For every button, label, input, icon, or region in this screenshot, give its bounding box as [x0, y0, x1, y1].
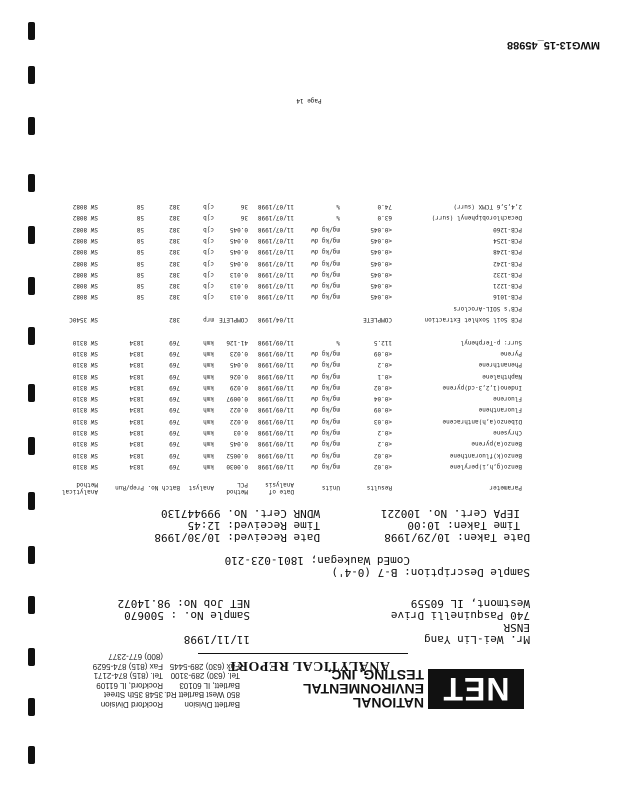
table-cell: %	[336, 214, 340, 222]
table-cell: SW 8310	[72, 463, 98, 470]
table-row	[0, 425, 618, 436]
table-cell: SW 8310	[72, 451, 98, 459]
table-cell: 11/09/1998	[257, 383, 294, 391]
table-cell: 1834	[129, 406, 144, 414]
col-date: Date of Analysis	[265, 481, 294, 495]
table-cell: 0.022	[229, 417, 248, 425]
table-cell: SW 8082	[72, 214, 98, 222]
table-cell: SW 8310	[72, 406, 98, 414]
address-line: Fax (630) 289-5445	[169, 662, 240, 671]
table-cell: <0.04	[373, 395, 392, 403]
table-cell: 58	[136, 237, 144, 244]
table-cell: 11/09/1998	[257, 395, 294, 403]
table-cell: <0.02	[373, 463, 392, 470]
time-taken: Time Taken: 10:00	[407, 519, 520, 532]
table-cell: 0.029	[229, 383, 248, 391]
punch-mark	[28, 22, 35, 40]
table-cell: cjb	[203, 270, 214, 278]
table-cell: %	[336, 338, 340, 346]
table-cell: 769	[169, 350, 180, 357]
table-cell: 58	[136, 293, 144, 301]
table-cell: Decachlorobiphenyl (surr)	[431, 214, 522, 222]
table-cell: Fluoranthene	[478, 406, 522, 414]
table-cell: SW 8310	[72, 395, 98, 403]
table-cell: PCB Soil Soxhlet Extraction	[424, 316, 522, 324]
table-cell: 11/09/1998	[257, 440, 294, 448]
table-cell: kmh	[203, 440, 214, 448]
col-batch: Batch No.	[147, 484, 180, 491]
table-cell: 382	[169, 282, 180, 290]
document-id: MWG13-15_45988	[507, 39, 600, 51]
addressee-block	[391, 597, 530, 645]
table-cell: 11/09/1998	[257, 372, 294, 380]
table-cell: Chrysene	[493, 429, 522, 437]
table-cell: 36	[240, 203, 248, 211]
table-cell: 0.026	[229, 372, 248, 380]
company-line: NATIONAL	[352, 695, 424, 711]
col-units: Units	[321, 484, 340, 491]
sample-description: Sample Description: B-7 (0-4')	[331, 566, 530, 579]
table-cell: <0.045	[370, 270, 392, 278]
table-row	[0, 459, 618, 470]
table-cell: Benzo(a)pyrene	[471, 440, 522, 448]
address-line: Tel. (815) 874-2171	[93, 671, 163, 681]
table-cell: 11/09/1998	[257, 451, 294, 459]
table-cell: mg/kg dw	[311, 440, 340, 448]
table-cell: 11/07/1998	[257, 282, 294, 290]
table-cell: 1834	[129, 372, 144, 380]
col-parameter: Parameter	[489, 484, 522, 491]
table-cell: SW 8082	[72, 248, 98, 256]
table-row	[0, 210, 618, 221]
table-cell: 11/07/1998	[257, 293, 294, 301]
table-cell: 382	[169, 270, 180, 278]
table-cell: 58	[136, 203, 144, 211]
table-cell: Benzo(g,h,i)perylene	[449, 463, 522, 470]
addressee-city: Westmont, IL 60559	[410, 597, 530, 610]
table-cell: <0.045	[370, 293, 392, 301]
address-line: Fax (815) 874-5629	[92, 662, 163, 671]
table-cell: mrp	[203, 316, 214, 324]
logo-text: NET	[442, 671, 510, 707]
table-cell: <0.09	[373, 350, 392, 357]
table-cell: cjb	[203, 248, 214, 256]
title-underline	[198, 653, 408, 654]
table-cell: 112.5	[373, 338, 392, 346]
table-cell: 382	[169, 203, 180, 211]
time-received: Time Received: 12:45	[187, 519, 320, 532]
table-cell: <0.045	[370, 237, 392, 244]
table-cell: 63.0	[377, 214, 392, 222]
table-cell: SW 8310	[72, 350, 98, 357]
table-cell: Phenanthrene	[478, 361, 522, 369]
table-cell: kmh	[203, 406, 214, 414]
table-cell: 58	[136, 282, 144, 290]
table-cell: 36	[240, 214, 248, 222]
addressee-name: Mr. Wei-Lin Yang	[424, 633, 530, 646]
table-cell: <0.045	[370, 282, 392, 290]
table-row	[0, 414, 618, 425]
col-results: Results	[366, 484, 392, 491]
table-cell: 0.0030	[226, 463, 248, 470]
date-received: Date Received: 10/30/1998	[154, 531, 320, 544]
table-cell: Surr: p-Terphenyl	[460, 338, 522, 346]
table-cell: 0.045	[229, 361, 248, 369]
table-cell: 74.0	[377, 203, 392, 211]
table-cell: 0.045	[229, 440, 248, 448]
table-cell: SW 8310	[72, 440, 98, 448]
table-cell: 0.013	[229, 270, 248, 278]
table-row	[0, 403, 618, 414]
table-cell: SW 8082	[72, 270, 98, 278]
iepa-cert: IEPA Cert. No. 100221	[380, 507, 520, 520]
table-cell: 11/09/1998	[257, 463, 294, 470]
table-row	[0, 391, 618, 402]
punch-mark	[28, 117, 35, 135]
table-cell: 11/09/1998	[257, 350, 294, 357]
table-cell: 0.045	[229, 237, 248, 244]
table-cell: kmh	[203, 338, 214, 346]
table-cell: 11/07/1998	[257, 214, 294, 222]
table-cell: kmh	[203, 361, 214, 369]
table-cell: 382	[169, 259, 180, 267]
table-cell: 58	[136, 248, 144, 256]
table-cell: mg/kg dw	[311, 293, 340, 301]
table-cell: kmh	[203, 429, 214, 437]
report-date: 11/11/1998	[183, 633, 250, 646]
company-line: ENVIRONMENTAL	[302, 681, 424, 697]
table-row	[0, 380, 618, 391]
table-cell: 2,4,5,6 TCMX (surr)	[453, 203, 522, 211]
table-cell: 382	[169, 237, 180, 244]
table-cell: 58	[136, 214, 144, 222]
table-cell: SW 8082	[72, 225, 98, 233]
table-cell: mg/kg dw	[311, 417, 340, 425]
table-cell: kmh	[203, 383, 214, 391]
table-row	[0, 357, 618, 368]
table-cell: 11/07/1998	[257, 237, 294, 244]
table-row	[0, 222, 618, 233]
table-cell: 0.013	[229, 282, 248, 290]
table-cell: SW 3540C	[69, 316, 98, 324]
job-number: NET Job No: 98.14072	[117, 597, 250, 610]
table-row	[0, 301, 618, 312]
table-cell: kmh	[203, 350, 214, 357]
table-cell: Benzo(k)fluoranthene	[449, 451, 522, 459]
table-cell: 1834	[129, 383, 144, 391]
table-cell: mg/kg dw	[311, 259, 340, 267]
punch-mark	[28, 546, 35, 564]
table-cell: 11/09/1998	[257, 429, 294, 437]
table-cell: 0.045	[229, 259, 248, 267]
table-cell: 11/07/1998	[257, 270, 294, 278]
col-analyst: Analyst	[188, 484, 214, 491]
table-cell: 382	[169, 225, 180, 233]
table-cell: mg/kg dw	[311, 350, 340, 357]
table-cell: 769	[169, 440, 180, 448]
table-row	[0, 256, 618, 267]
col-prep-run: Prep/Run	[115, 484, 144, 491]
table-cell: 1834	[129, 361, 144, 369]
table-cell: mg/kg dw	[311, 395, 340, 403]
table-cell: mg/kg dw	[311, 248, 340, 256]
sample-number: Sample No. : 500670	[124, 609, 250, 622]
table-cell: 1834	[129, 440, 144, 448]
table-cell: mg/kg dw	[311, 225, 340, 233]
table-cell: Dibenzo(a,h)anthracene	[442, 417, 522, 425]
table-cell: 1834	[129, 350, 144, 357]
address-line: Bartlett, IL 60103	[179, 681, 240, 690]
table-cell: SW 8082	[72, 237, 98, 244]
table-cell: PCB-1016	[493, 293, 522, 301]
table-cell: SW 8310	[72, 372, 98, 380]
table-cell: cjb	[203, 293, 214, 301]
table-row	[0, 335, 618, 346]
table-cell: 382	[169, 214, 180, 222]
table-cell: kmh	[203, 463, 214, 470]
table-cell: 0.03	[233, 429, 248, 437]
table-cell: PCB-1221	[493, 282, 522, 290]
table-cell: 0.045	[229, 225, 248, 233]
table-cell: mg/kg dw	[311, 463, 340, 470]
table-cell: 0.022	[229, 406, 248, 414]
address-line: Bartlett Division	[184, 700, 240, 709]
table-cell: SW 8082	[72, 203, 98, 211]
table-cell: 11/09/1998	[257, 406, 294, 414]
table-row	[0, 233, 618, 244]
table-cell: 11/07/1998	[257, 248, 294, 256]
table-cell: cjb	[203, 282, 214, 290]
date-taken: Date Taken: 10/29/1998	[384, 531, 530, 544]
address-line: Rockford, IL 61109	[96, 681, 163, 690]
table-row	[0, 267, 618, 278]
table-cell: mg/kg dw	[311, 429, 340, 437]
table-cell: mg/kg dw	[311, 361, 340, 369]
table-row	[0, 199, 618, 210]
table-cell: 769	[169, 451, 180, 459]
table-cell: mg/kg dw	[311, 237, 340, 244]
table-cell: 0.0052	[226, 451, 248, 459]
address-line: 850 West Bartlett Rd.	[164, 690, 240, 700]
table-cell: 11/09/1998	[257, 361, 294, 369]
table-cell: cjb	[203, 203, 214, 211]
table-cell: 58	[136, 270, 144, 278]
punch-mark	[28, 174, 35, 192]
company-line: TESTING, INC.	[327, 667, 424, 683]
table-cell: Naphthalene	[482, 372, 522, 380]
address-line: Tel. (630) 289-3100	[170, 671, 240, 681]
table-cell: 11/09/1998	[257, 417, 294, 425]
table-cell: SW 8082	[72, 282, 98, 290]
table-cell: 0.023	[229, 350, 248, 357]
punch-mark	[28, 698, 35, 716]
table-cell: Fluorene	[493, 395, 522, 403]
table-cell: Indeno(1,2,3-cd)pyrene	[442, 383, 522, 391]
table-cell: 58	[136, 225, 144, 233]
table-cell: 11/07/1998	[257, 259, 294, 267]
table-cell: 0.045	[229, 248, 248, 256]
addressee-company: ENSR	[503, 621, 530, 634]
table-cell: <0.09	[373, 406, 392, 414]
table-cell: 382	[169, 293, 180, 301]
table-row	[0, 436, 618, 447]
table-cell: 0.0097	[226, 395, 248, 403]
punch-mark	[28, 66, 35, 84]
table-cell: PCB-1248	[493, 248, 522, 256]
table-cell: <0.02	[373, 383, 392, 391]
table-cell: mg/kg dw	[311, 406, 340, 414]
table-cell: 58	[136, 259, 144, 267]
table-cell: COMPLETE	[363, 316, 392, 324]
table-cell: mg/kg dw	[311, 282, 340, 290]
table-cell: 769	[169, 383, 180, 391]
table-cell: PCB-1232	[493, 270, 522, 278]
table-cell: 769	[169, 406, 180, 414]
table-cell: %	[336, 203, 340, 211]
table-cell: <0.045	[370, 225, 392, 233]
table-cell: 769	[169, 417, 180, 425]
table-cell: SW 8310	[72, 338, 98, 346]
table-cell: 41-126	[226, 338, 248, 346]
table-cell: Pyrene	[500, 350, 522, 357]
punch-mark	[28, 746, 35, 764]
report-title: ANALYTICAL REPORT	[228, 658, 390, 673]
addressee-street: 740 Pasquinelli Drive	[390, 609, 530, 622]
col-method-pcl: Method PCL	[226, 481, 248, 495]
table-cell: SW 8082	[72, 293, 98, 301]
table-cell: mg/kg dw	[311, 270, 340, 278]
table-cell: cjb	[203, 259, 214, 267]
table-cell: 769	[169, 463, 180, 470]
table-cell: 1834	[129, 338, 144, 346]
table-cell: <0.1	[377, 372, 392, 380]
company-logo	[428, 669, 524, 709]
table-cell: <0.2	[377, 429, 392, 437]
table-cell: 769	[169, 361, 180, 369]
address-line: 3548 35th Street	[103, 690, 163, 700]
table-cell: SW 8310	[72, 361, 98, 369]
table-cell: PCB-1254	[493, 237, 522, 244]
table-cell: PCB-1242	[493, 259, 522, 267]
table-cell: PCB's SOIL-Aroclors	[453, 304, 522, 312]
table-cell: 1834	[129, 395, 144, 403]
table-cell: kmh	[203, 395, 214, 403]
table-row	[0, 448, 618, 459]
table-cell: <0.045	[370, 248, 392, 256]
table-cell: <0.2	[377, 361, 392, 369]
table-row	[0, 244, 618, 255]
table-row	[0, 290, 618, 301]
table-cell: <0.045	[370, 259, 392, 267]
table-cell: cjb	[203, 237, 214, 244]
table-cell: 769	[169, 429, 180, 437]
table-cell: <0.03	[373, 417, 392, 425]
table-cell: 1834	[129, 451, 144, 459]
table-header	[0, 476, 618, 498]
table-cell: SW 8310	[72, 383, 98, 391]
address-line: (800) 677-2377	[108, 652, 163, 662]
wdnr-cert: WDNR Cert. No. 999447130	[161, 507, 320, 520]
table-cell: 382	[169, 248, 180, 256]
table-row	[0, 278, 618, 289]
table-cell: 0.013	[229, 293, 248, 301]
table-row	[0, 369, 618, 380]
table-cell: kmh	[203, 372, 214, 380]
company-name	[303, 668, 424, 710]
table-cell: PCB-1260	[493, 225, 522, 233]
page-number: Page 14	[296, 97, 322, 104]
table-cell: 382	[169, 316, 180, 324]
table-cell: 769	[169, 395, 180, 403]
table-cell: mg/kg dw	[311, 372, 340, 380]
table-cell: SW 8082	[72, 259, 98, 267]
table-cell: <0.2	[377, 440, 392, 448]
table-cell: kmh	[203, 451, 214, 459]
table-cell: 769	[169, 338, 180, 346]
table-cell: 11/07/1998	[257, 203, 294, 211]
table-cell: 769	[169, 372, 180, 380]
punch-mark	[28, 596, 35, 614]
table-cell: 11/04/1998	[257, 316, 294, 324]
table-cell: SW 8310	[72, 429, 98, 437]
table-cell: cjb	[203, 214, 214, 222]
table-cell: 1834	[129, 429, 144, 437]
table-cell: mg/kg dw	[311, 451, 340, 459]
address-line: Rockford Division	[100, 700, 163, 709]
table-cell: 11/07/1998	[257, 225, 294, 233]
table-cell: 1834	[129, 417, 144, 425]
table-cell: 11/09/1998	[257, 338, 294, 346]
table-row	[0, 346, 618, 357]
table-row	[0, 312, 618, 323]
table-cell: 1834	[129, 463, 144, 470]
table-row	[0, 323, 618, 334]
table-cell: SW 8310	[72, 417, 98, 425]
table-cell: <0.02	[373, 451, 392, 459]
table-cell: cjb	[203, 225, 214, 233]
col-analytical-method: Analytical Method	[61, 481, 98, 495]
table-cell: mg/kg dw	[311, 383, 340, 391]
project-name: ComEd Waukegan; 1801-023-210	[224, 554, 410, 567]
table-cell: kmh	[203, 417, 214, 425]
table-cell: COMPLETE	[219, 316, 248, 324]
